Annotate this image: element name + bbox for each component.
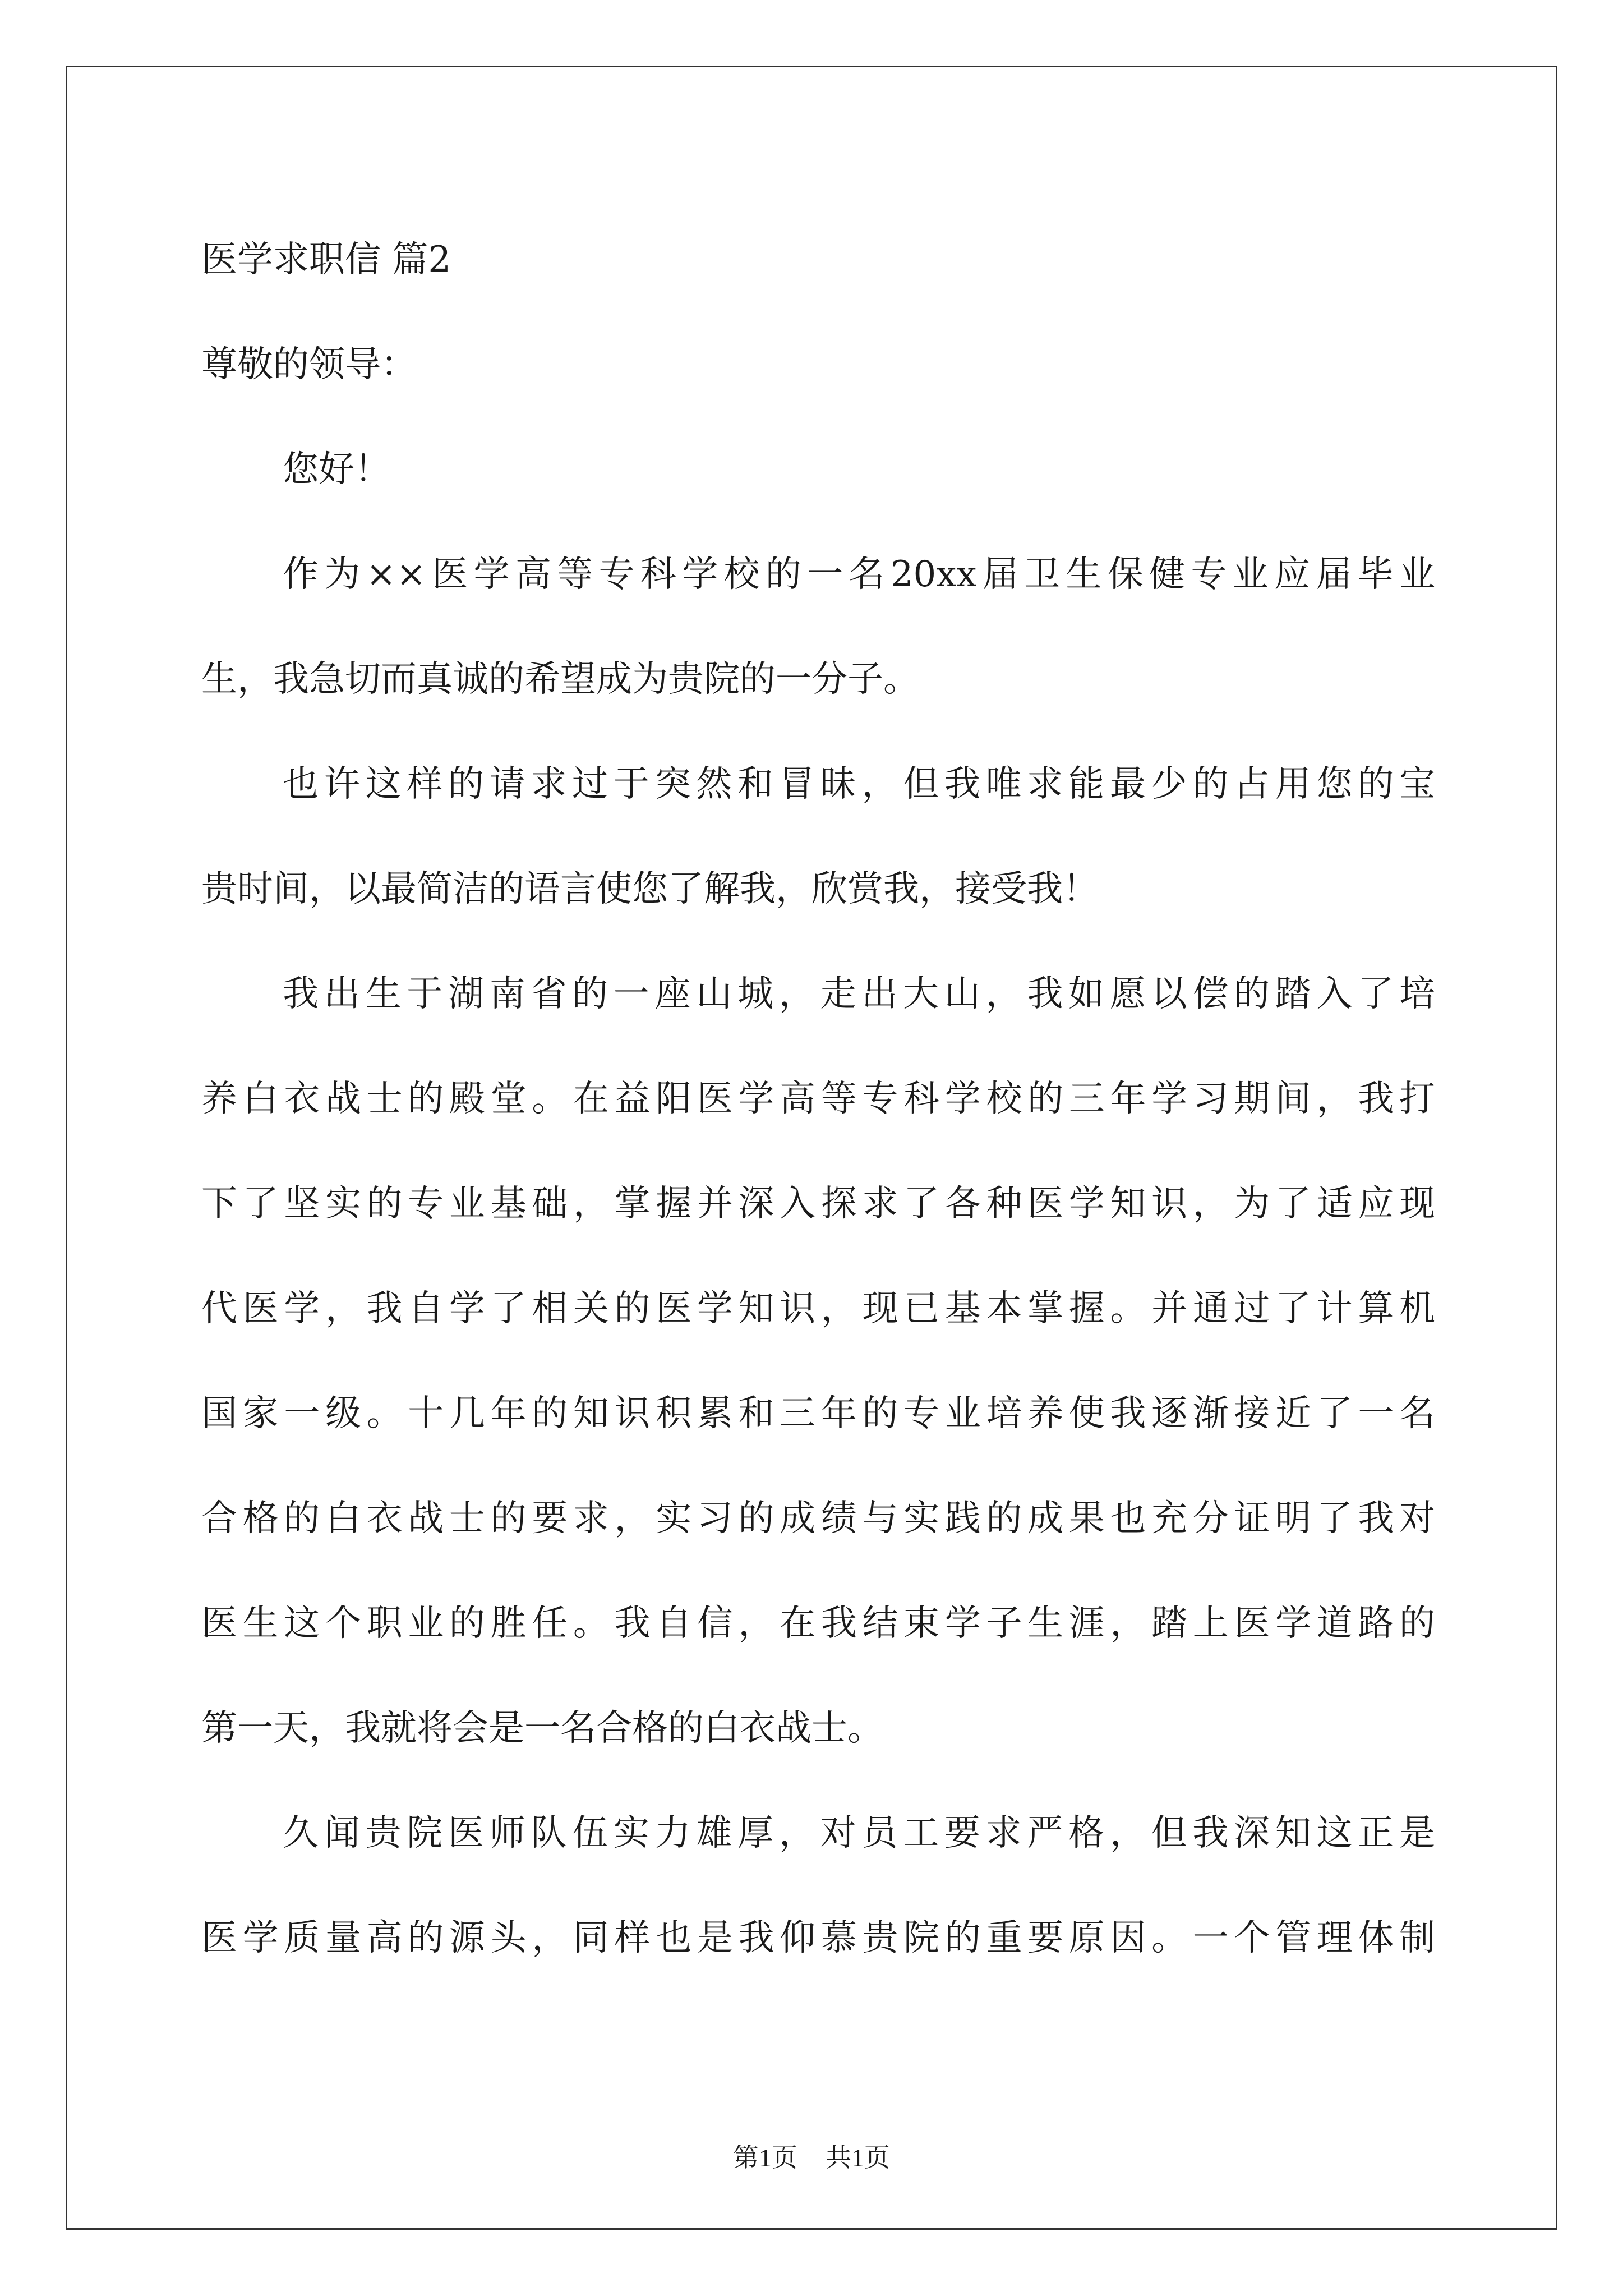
paragraph-line: 医生这个职业的胜任。我自信，在我结束学子生涯，踏上医学道路的 — [201, 1603, 1435, 1644]
paragraph-line: 医学质量高的源头，同样也是我仰慕贵院的重要原因。一个管理体制 — [201, 1917, 1435, 1959]
paragraph-line: 作为××医学高等专科学校的一名20xx届卫生保健专业应届毕业 — [283, 554, 1435, 595]
document-title: 医学求职信 篇2 — [201, 239, 451, 280]
paragraph-line: 贵时间，以最简洁的语言使您了解我，欣赏我，接受我！ — [201, 868, 1099, 910]
page-total: 共1页 — [826, 2143, 890, 2172]
paragraph-line: 生，我急切而真诚的希望成为贵院的一分子。 — [201, 659, 919, 700]
paragraph-line: 合格的白衣战士的要求，实习的成绩与实践的成果也充分证明了我对 — [201, 1498, 1435, 1539]
paragraph-line: 代医学，我自学了相关的医学知识，现已基本掌握。并通过了计算机 — [201, 1288, 1435, 1329]
page-number: 第1页 — [733, 2143, 797, 2172]
paragraph-line: 也许这样的请求过于突然和冒昧，但我唯求能最少的占用您的宝 — [283, 763, 1435, 805]
paragraph-line: 第一天，我就将会是一名合格的白衣战士。 — [201, 1708, 883, 1749]
paragraph-line: 养白衣战士的殿堂。在益阳医学高等专科学校的三年学习期间，我打 — [201, 1078, 1435, 1120]
paragraph-line: 国家一级。十几年的知识积累和三年的专业培养使我逐渐接近了一名 — [201, 1393, 1435, 1434]
page-footer — [0, 2137, 1623, 2174]
salutation: 尊敬的领导： — [201, 344, 417, 385]
paragraph-line: 久闻贵院医师队伍实力雄厚，对员工要求严格，但我深知这正是 — [283, 1812, 1435, 1854]
paragraph-line: 下了坚实的专业基础，掌握并深入探求了各种医学知识，为了适应现 — [201, 1183, 1435, 1225]
greeting: 您好！ — [283, 449, 390, 490]
letter-body — [201, 208, 1435, 1991]
paragraph-line: 我出生于湖南省的一座山城，走出大山，我如愿以偿的踏入了培 — [283, 973, 1435, 1015]
